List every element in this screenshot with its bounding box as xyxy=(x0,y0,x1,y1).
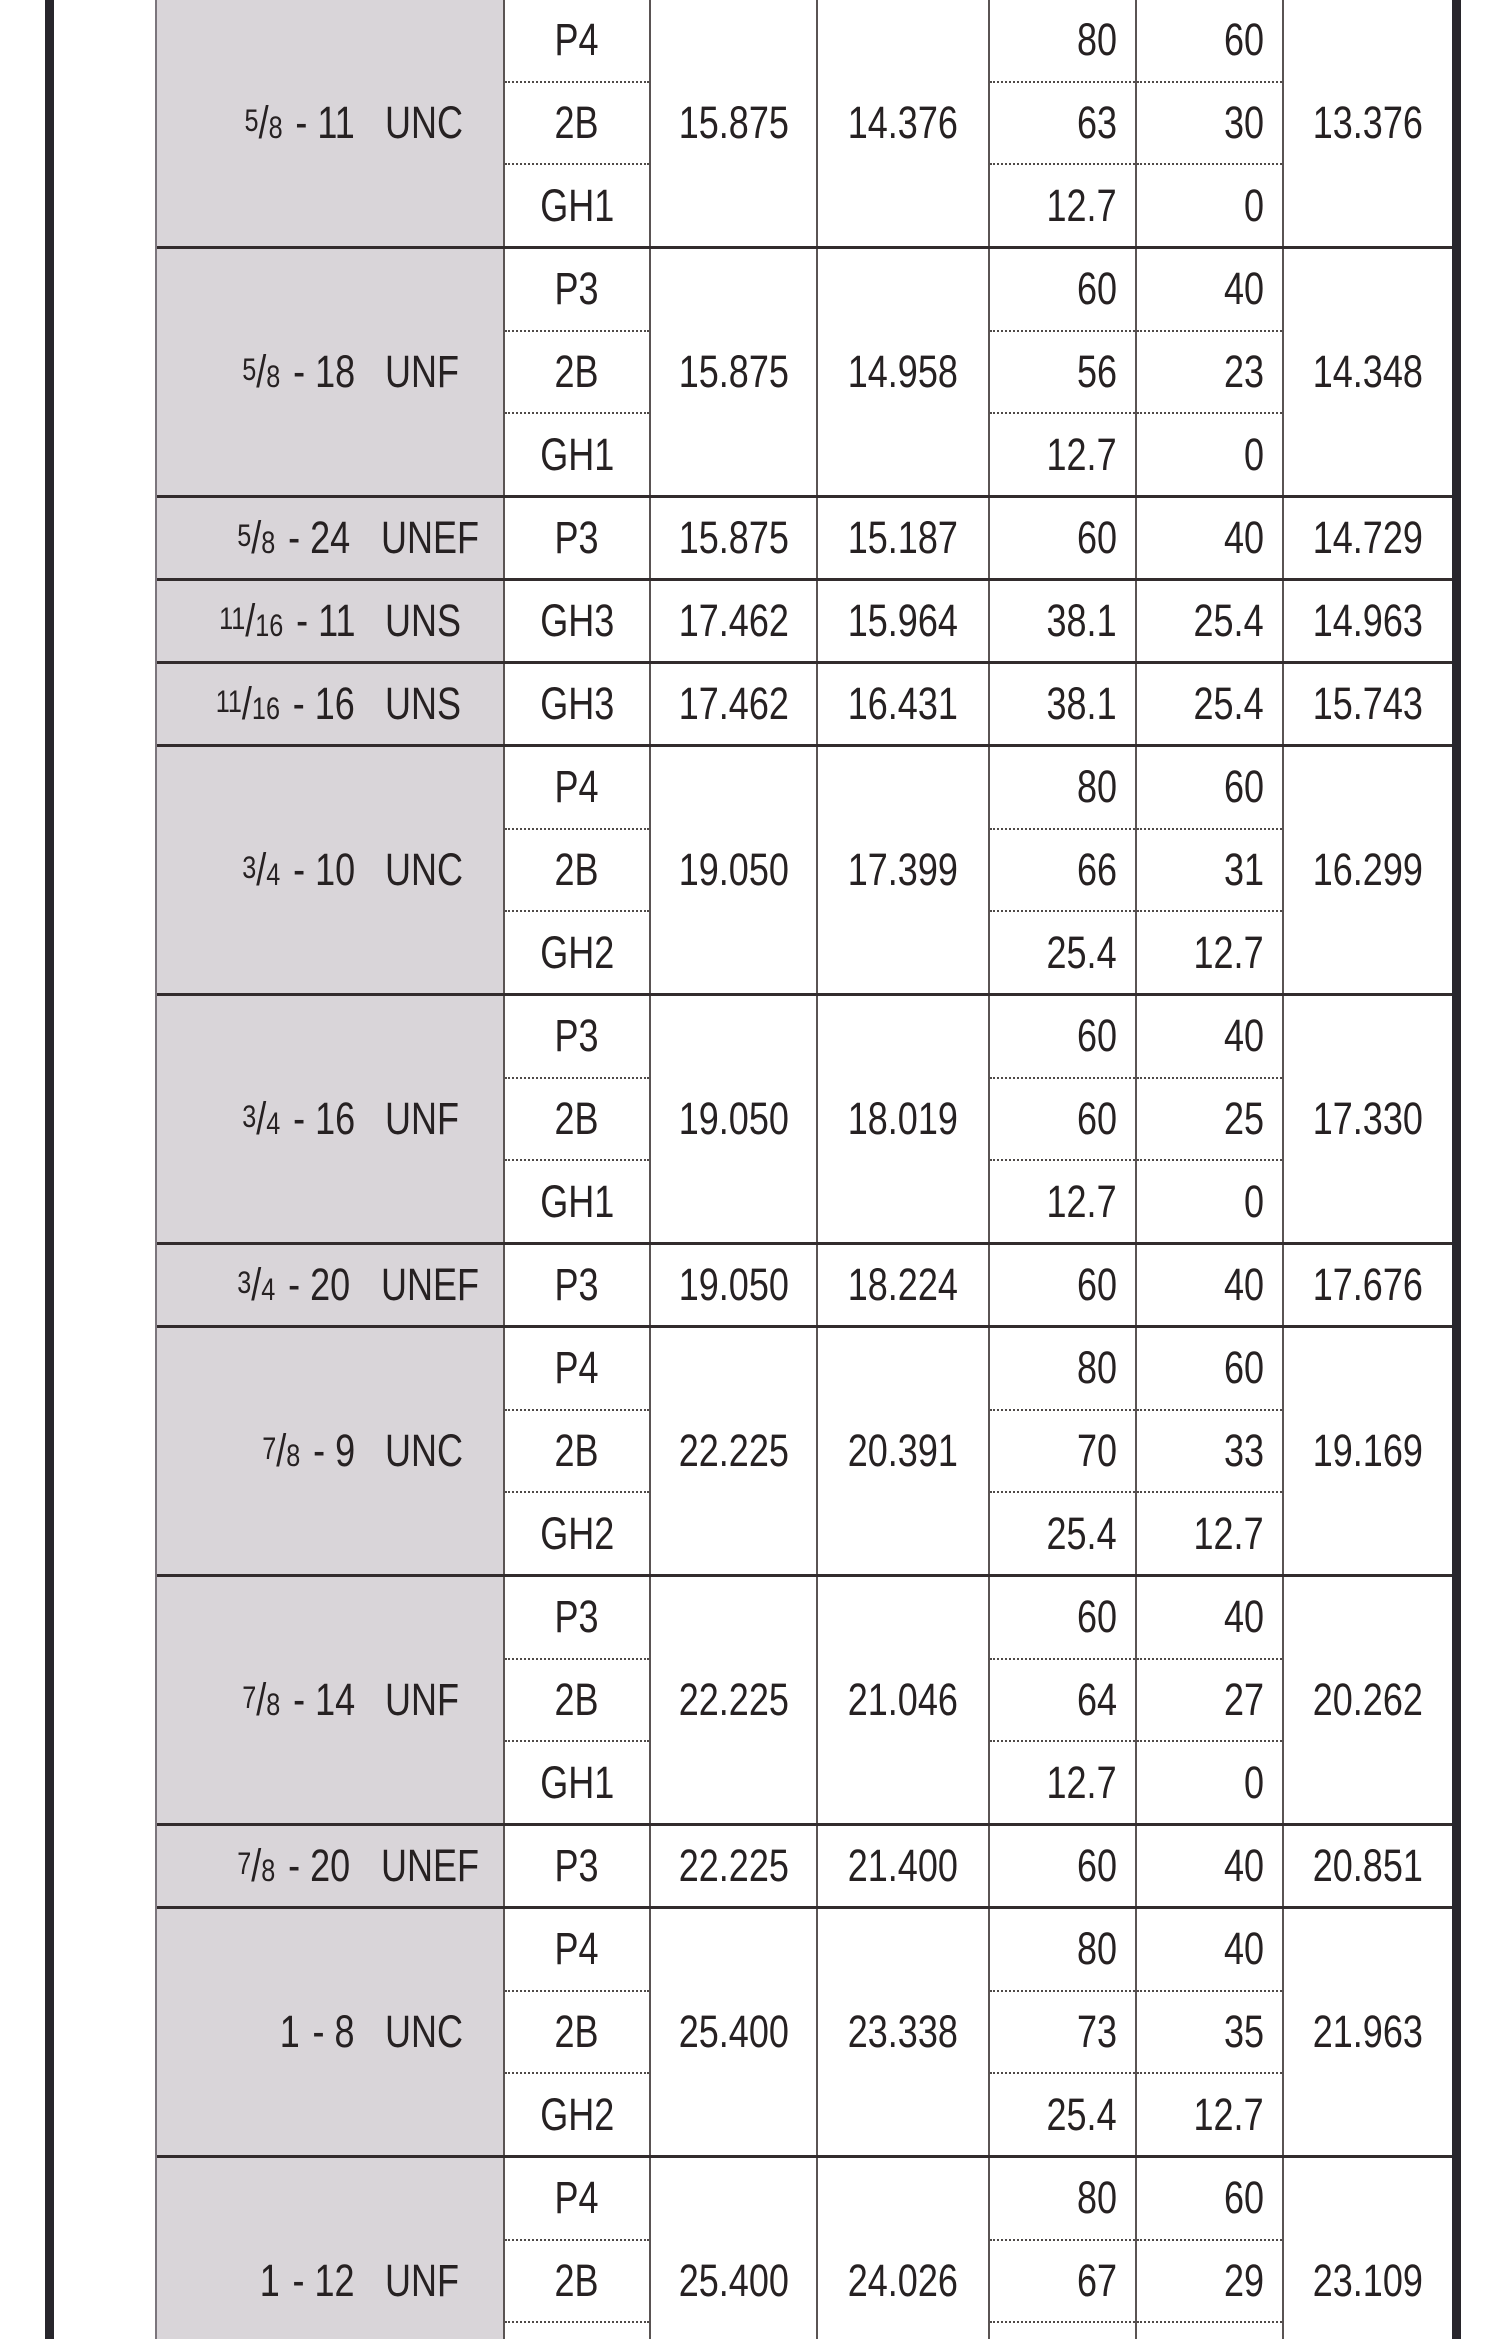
gauge-class-cell: 2B xyxy=(505,1992,649,2075)
thread-size-cell xyxy=(157,1328,505,1574)
tolerance-value-cell: 12.7 xyxy=(1046,1175,1117,1227)
thread-size-cell xyxy=(157,1245,505,1325)
threads-per-inch: - 9 xyxy=(312,1425,355,1476)
gauge-class-cell: GH2 xyxy=(539,926,615,978)
tolerance-value-cell: 0 xyxy=(1243,1756,1264,1808)
thread-size xyxy=(157,595,385,647)
thread-size xyxy=(157,97,385,149)
gauge-class-column xyxy=(505,1245,651,1325)
thread-series-code: UNC xyxy=(385,97,463,148)
gauge-class-cell: 2B xyxy=(505,1411,649,1494)
thread-size xyxy=(157,678,385,730)
major-diameter-cell: 25.400 xyxy=(651,2158,818,2339)
tolerance-column-2 xyxy=(1137,498,1284,578)
minor-diameter-cell: 13.376 xyxy=(1312,97,1424,148)
tolerance-column-2 xyxy=(1137,0,1284,246)
gauge-class-cell: 2B xyxy=(505,83,649,166)
threads-per-inch: - 24 xyxy=(288,512,351,563)
gauge-class-cell: P3 xyxy=(505,996,649,1079)
gauge-class-cell: P4 xyxy=(505,2158,649,2241)
thread-size-cell xyxy=(157,249,505,495)
gauge-class-column xyxy=(505,581,651,661)
tolerance-column-1 xyxy=(990,0,1137,246)
fraction-numerator: 7 xyxy=(237,1845,252,1882)
gauge-class-cell: 2B xyxy=(505,1079,649,1162)
thread-series-code: UNF xyxy=(385,346,459,397)
major-diameter-cell: 15.875 xyxy=(651,249,818,495)
tolerance-column-2 xyxy=(1137,581,1284,661)
thread-spec-table xyxy=(155,0,1452,2339)
fraction-numerator: 11 xyxy=(215,683,243,720)
fraction-numerator: 3 xyxy=(237,1264,252,1301)
fraction-slash: / xyxy=(258,97,269,148)
gauge-class-cell: P4 xyxy=(505,1328,649,1411)
gauge-class-column xyxy=(505,664,651,744)
tolerance-column-1 xyxy=(990,747,1137,993)
fraction-numerator: 5 xyxy=(244,102,259,139)
major-diameter-cell: 19.050 xyxy=(651,1245,818,1325)
tolerance-value-cell: 12.7 xyxy=(1193,2088,1264,2140)
gauge-class-cell: GH1 xyxy=(539,428,615,480)
thread-size xyxy=(157,2255,385,2307)
thread-size-cell xyxy=(157,996,505,1242)
gauge-class-column xyxy=(505,747,651,993)
tolerance-value-cell: 38.1 xyxy=(1046,678,1117,729)
thread-size xyxy=(157,1674,385,1726)
thread-size xyxy=(157,1425,385,1477)
thread-size-cell xyxy=(157,1909,505,2155)
fraction-slash: / xyxy=(251,1840,262,1891)
fraction-numerator: 11 xyxy=(218,600,245,637)
gauge-class-column xyxy=(505,0,651,246)
tolerance-value-cell: 64 xyxy=(990,1660,1135,1743)
tolerance-value-cell xyxy=(1137,2323,1282,2339)
fraction-denominator: 8 xyxy=(268,109,283,145)
thread-series-code: UNC xyxy=(385,844,463,895)
gauge-class-cell: P3 xyxy=(505,249,649,332)
tolerance-value-cell: 73 xyxy=(990,1992,1135,2075)
minor-diameter-cell: 20.262 xyxy=(1312,1674,1424,1725)
tolerance-value-cell: 80 xyxy=(990,2158,1135,2241)
gauge-class-cell: P3 xyxy=(505,1577,649,1660)
tolerance-value-cell: 66 xyxy=(990,830,1135,913)
pitch-diameter-cell: 21.400 xyxy=(818,1826,990,1906)
tolerance-value-cell: 60 xyxy=(1137,747,1282,830)
tolerance-value-cell: 25.4 xyxy=(1193,678,1264,729)
thread-size xyxy=(157,512,381,564)
tolerance-value-cell: 60 xyxy=(1137,1328,1282,1411)
thread-size-cell xyxy=(157,581,505,661)
tolerance-column-1 xyxy=(990,581,1137,661)
fraction-denominator: 4 xyxy=(261,1271,276,1307)
tolerance-value-cell: 80 xyxy=(990,747,1135,830)
threads-per-inch: - 11 xyxy=(295,595,355,646)
tolerance-value-cell: 0 xyxy=(1243,1175,1264,1227)
fraction-numerator: 5 xyxy=(242,351,257,388)
fraction-numerator: 5 xyxy=(237,517,252,554)
tolerance-value-cell: 60 xyxy=(1137,2158,1282,2241)
fraction-slash: / xyxy=(256,1093,267,1144)
tolerance-value-cell: 31 xyxy=(1137,830,1282,913)
tolerance-value-cell: 12.7 xyxy=(1046,179,1117,231)
thread-series-code: UNF xyxy=(385,2255,459,2306)
thread-size xyxy=(157,2006,385,2058)
tolerance-value-cell: 70 xyxy=(990,1411,1135,1494)
tolerance-column-2 xyxy=(1137,996,1284,1242)
tolerance-value-cell: 67 xyxy=(990,2241,1135,2324)
pitch-diameter-cell: 14.376 xyxy=(818,0,990,246)
fraction-numerator: 3 xyxy=(242,1098,257,1135)
threads-per-inch: - 8 xyxy=(312,2006,355,2057)
tolerance-value-cell: 40 xyxy=(1223,1259,1264,1310)
fraction-denominator: 4 xyxy=(266,1105,281,1141)
major-diameter-cell: 19.050 xyxy=(651,996,818,1242)
gauge-class-cell: GH1 xyxy=(539,179,615,231)
tolerance-column-1 xyxy=(990,1577,1137,1823)
pitch-diameter-cell: 14.958 xyxy=(818,249,990,495)
tolerance-column-1 xyxy=(990,498,1137,578)
pitch-diameter-cell: 18.019 xyxy=(818,996,990,1242)
fraction-denominator: 8 xyxy=(261,524,276,560)
gauge-class-cell: 2B xyxy=(505,830,649,913)
tolerance-column-2 xyxy=(1137,1328,1284,1574)
tolerance-value-cell: 38.1 xyxy=(1046,595,1117,646)
fraction-numerator: 3 xyxy=(242,849,257,886)
tolerance-value-cell: 12.7 xyxy=(1193,1507,1264,1559)
thread-size-cell xyxy=(157,664,505,744)
tolerance-value-cell: 25.4 xyxy=(1193,595,1264,646)
tolerance-value-cell: 12.7 xyxy=(1046,1756,1117,1808)
tolerance-value-cell: 25.4 xyxy=(1046,2088,1117,2140)
thread-size-cell xyxy=(157,2158,505,2339)
tolerance-value-cell: 60 xyxy=(1076,1259,1117,1310)
gauge-class-cell: 2B xyxy=(505,332,649,415)
tolerance-value-cell: 40 xyxy=(1137,249,1282,332)
tolerance-value-cell: 63 xyxy=(990,83,1135,166)
threads-per-inch: - 10 xyxy=(292,844,355,895)
table-row xyxy=(157,1245,1452,1328)
tolerance-value-cell: 25.4 xyxy=(1046,926,1117,978)
tolerance-value-cell: 0 xyxy=(1243,179,1264,231)
tolerance-value-cell: 25 xyxy=(1137,1079,1282,1162)
tolerance-value-cell: 40 xyxy=(1223,1840,1264,1891)
gauge-class-cell: GH2 xyxy=(539,1507,615,1559)
major-diameter-cell: 17.462 xyxy=(651,581,818,661)
thread-series-code: UNS xyxy=(385,595,462,646)
gauge-class-column xyxy=(505,2158,651,2339)
gauge-class-cell: GH2 xyxy=(539,2088,615,2140)
page-edge-bar-right xyxy=(1452,0,1461,2339)
fraction-denominator: 16 xyxy=(254,607,283,643)
tolerance-value-cell: 12.7 xyxy=(1193,926,1264,978)
minor-diameter-cell: 17.676 xyxy=(1312,1259,1424,1310)
thread-size xyxy=(157,346,385,398)
thread-size-cell xyxy=(157,0,505,246)
tolerance-value-cell xyxy=(990,2323,1135,2339)
gauge-class-cell: 2B xyxy=(505,1660,649,1743)
tolerance-value-cell: 80 xyxy=(990,0,1135,83)
tolerance-value-cell: 56 xyxy=(990,332,1135,415)
tolerance-value-cell: 12.7 xyxy=(1046,428,1117,480)
tolerance-column-2 xyxy=(1137,249,1284,495)
minor-diameter-cell: 20.851 xyxy=(1312,1840,1424,1891)
fraction-denominator: 16 xyxy=(252,690,281,726)
tolerance-value-cell: 40 xyxy=(1137,1909,1282,1992)
table-row xyxy=(157,581,1452,664)
thread-series-code: UNF xyxy=(385,1093,459,1144)
table-row xyxy=(157,2158,1452,2339)
pitch-diameter-cell: 15.964 xyxy=(818,581,990,661)
minor-diameter-cell: 21.963 xyxy=(1312,2006,1424,2057)
table-row xyxy=(157,1826,1452,1909)
tolerance-value-cell: 33 xyxy=(1137,1411,1282,1494)
thread-size-cell xyxy=(157,1577,505,1823)
gauge-class-cell: GH3 xyxy=(539,678,615,729)
tolerance-value-cell: 60 xyxy=(1137,0,1282,83)
thread-series-code: UNC xyxy=(385,1425,463,1476)
gauge-class-column xyxy=(505,1826,651,1906)
gauge-class-column xyxy=(505,996,651,1242)
fraction-slash: / xyxy=(244,595,255,646)
tolerance-column-1 xyxy=(990,2158,1137,2339)
gauge-class-column xyxy=(505,1577,651,1823)
thread-size-cell xyxy=(157,498,505,578)
tolerance-column-1 xyxy=(990,1909,1137,2155)
major-diameter-cell: 19.050 xyxy=(651,747,818,993)
thread-size xyxy=(157,844,385,896)
fraction-numerator: 7 xyxy=(262,1430,277,1467)
threads-per-inch: - 16 xyxy=(292,1093,355,1144)
gauge-class-cell: P3 xyxy=(554,512,600,563)
fraction-denominator: 8 xyxy=(286,1437,301,1473)
tolerance-column-1 xyxy=(990,996,1137,1242)
table-row xyxy=(157,1909,1452,2158)
gauge-class-cell xyxy=(505,2323,649,2339)
size-whole: 1 xyxy=(260,2255,281,2306)
page-edge-bar-left xyxy=(45,0,54,2339)
gauge-class-cell: GH1 xyxy=(539,1756,615,1808)
tolerance-column-2 xyxy=(1137,2158,1284,2339)
tolerance-value-cell: 60 xyxy=(990,1577,1135,1660)
fraction-slash: / xyxy=(251,1259,262,1310)
tolerance-value-cell: 80 xyxy=(990,1328,1135,1411)
gauge-class-cell: P3 xyxy=(554,1259,600,1310)
table-row xyxy=(157,1577,1452,1826)
tolerance-value-cell: 35 xyxy=(1137,1992,1282,2075)
fraction-denominator: 4 xyxy=(266,856,281,892)
pitch-diameter-cell: 23.338 xyxy=(818,1909,990,2155)
table-row xyxy=(157,0,1452,249)
fraction-denominator: 8 xyxy=(266,358,281,394)
gauge-class-column xyxy=(505,1328,651,1574)
table-row xyxy=(157,747,1452,996)
pitch-diameter-cell: 16.431 xyxy=(818,664,990,744)
thread-size xyxy=(157,1093,385,1145)
size-whole: 1 xyxy=(280,2006,301,2057)
tolerance-column-2 xyxy=(1137,1245,1284,1325)
gauge-class-column xyxy=(505,498,651,578)
tolerance-column-1 xyxy=(990,1245,1137,1325)
gauge-class-column xyxy=(505,1909,651,2155)
table-row xyxy=(157,498,1452,581)
minor-diameter-cell: 16.299 xyxy=(1312,844,1424,895)
minor-diameter-cell: 14.963 xyxy=(1312,595,1424,646)
tolerance-value-cell: 60 xyxy=(990,996,1135,1079)
gauge-class-cell: P4 xyxy=(505,0,649,83)
tolerance-value-cell: 27 xyxy=(1137,1660,1282,1743)
fraction-denominator: 8 xyxy=(266,1686,281,1722)
gauge-class-cell: P3 xyxy=(554,1840,600,1891)
gauge-class-cell: GH3 xyxy=(539,595,615,646)
tolerance-value-cell: 29 xyxy=(1137,2241,1282,2324)
pitch-diameter-cell: 15.187 xyxy=(818,498,990,578)
thread-size xyxy=(157,1259,381,1311)
tolerance-column-2 xyxy=(1137,747,1284,993)
thread-series-code: UNEF xyxy=(380,512,479,563)
tolerance-column-2 xyxy=(1137,1826,1284,1906)
thread-size xyxy=(157,1840,381,1892)
thread-series-code: UNEF xyxy=(380,1840,479,1891)
thread-series-code: UNS xyxy=(385,678,462,729)
threads-per-inch: - 14 xyxy=(292,1674,355,1725)
fraction-slash: / xyxy=(256,844,267,895)
threads-per-inch: - 20 xyxy=(288,1259,351,1310)
table-row xyxy=(157,664,1452,747)
threads-per-inch: - 20 xyxy=(288,1840,351,1891)
table-row xyxy=(157,996,1452,1245)
tolerance-value-cell: 30 xyxy=(1137,83,1282,166)
tolerance-column-1 xyxy=(990,1328,1137,1574)
gauge-class-cell: GH1 xyxy=(539,1175,615,1227)
major-diameter-cell: 22.225 xyxy=(651,1577,818,1823)
minor-diameter-cell: 15.743 xyxy=(1312,678,1424,729)
tolerance-value-cell: 60 xyxy=(990,249,1135,332)
gauge-class-cell: P4 xyxy=(505,1909,649,1992)
pitch-diameter-cell: 18.224 xyxy=(818,1245,990,1325)
thread-series-code: UNC xyxy=(385,2006,463,2057)
tolerance-value-cell: 60 xyxy=(990,1079,1135,1162)
fraction-denominator: 8 xyxy=(261,1852,276,1888)
threads-per-inch: - 12 xyxy=(292,2255,355,2306)
tolerance-value-cell: 60 xyxy=(1076,1840,1117,1891)
thread-size-cell xyxy=(157,1826,505,1906)
tolerance-column-1 xyxy=(990,1826,1137,1906)
pitch-diameter-cell: 20.391 xyxy=(818,1328,990,1574)
minor-diameter-cell: 19.169 xyxy=(1312,1425,1424,1476)
major-diameter-cell: 25.400 xyxy=(651,1909,818,2155)
thread-series-code: UNEF xyxy=(380,1259,479,1310)
major-diameter-cell: 22.225 xyxy=(651,1328,818,1574)
pitch-diameter-cell: 17.399 xyxy=(818,747,990,993)
fraction-numerator: 7 xyxy=(242,1679,257,1716)
tolerance-value-cell: 25.4 xyxy=(1046,1507,1117,1559)
threads-per-inch: - 11 xyxy=(295,97,355,148)
tolerance-column-2 xyxy=(1137,664,1284,744)
major-diameter-cell: 17.462 xyxy=(651,664,818,744)
fraction-slash: / xyxy=(256,346,267,397)
tolerance-column-2 xyxy=(1137,1577,1284,1823)
minor-diameter-cell: 14.729 xyxy=(1312,512,1424,563)
table-row xyxy=(157,1328,1452,1577)
minor-diameter-cell: 23.109 xyxy=(1312,2255,1424,2306)
threads-per-inch: - 16 xyxy=(292,678,355,729)
fraction-slash: / xyxy=(242,678,253,729)
tolerance-value-cell: 80 xyxy=(990,1909,1135,1992)
tolerance-value-cell: 60 xyxy=(1076,512,1117,563)
gauge-class-column xyxy=(505,249,651,495)
table-row xyxy=(157,249,1452,498)
tolerance-column-2 xyxy=(1137,1909,1284,2155)
tolerance-value-cell: 0 xyxy=(1243,428,1264,480)
major-diameter-cell: 15.875 xyxy=(651,498,818,578)
fraction-slash: / xyxy=(276,1425,287,1476)
pitch-diameter-cell: 21.046 xyxy=(818,1577,990,1823)
thread-series-code: UNF xyxy=(385,1674,459,1725)
threads-per-inch: - 18 xyxy=(292,346,355,397)
tolerance-value-cell: 40 xyxy=(1137,996,1282,1079)
fraction-slash: / xyxy=(256,1674,267,1725)
major-diameter-cell: 15.875 xyxy=(651,0,818,246)
tolerance-value-cell: 23 xyxy=(1137,332,1282,415)
pitch-diameter-cell: 24.026 xyxy=(818,2158,990,2339)
tolerance-value-cell: 40 xyxy=(1137,1577,1282,1660)
gauge-class-cell: P4 xyxy=(505,747,649,830)
tolerance-column-1 xyxy=(990,249,1137,495)
major-diameter-cell: 22.225 xyxy=(651,1826,818,1906)
minor-diameter-cell: 14.348 xyxy=(1312,346,1424,397)
tolerance-column-1 xyxy=(990,664,1137,744)
minor-diameter-cell: 17.330 xyxy=(1312,1093,1424,1144)
fraction-slash: / xyxy=(251,512,262,563)
tolerance-value-cell: 40 xyxy=(1223,512,1264,563)
thread-size-cell xyxy=(157,747,505,993)
gauge-class-cell: 2B xyxy=(505,2241,649,2324)
